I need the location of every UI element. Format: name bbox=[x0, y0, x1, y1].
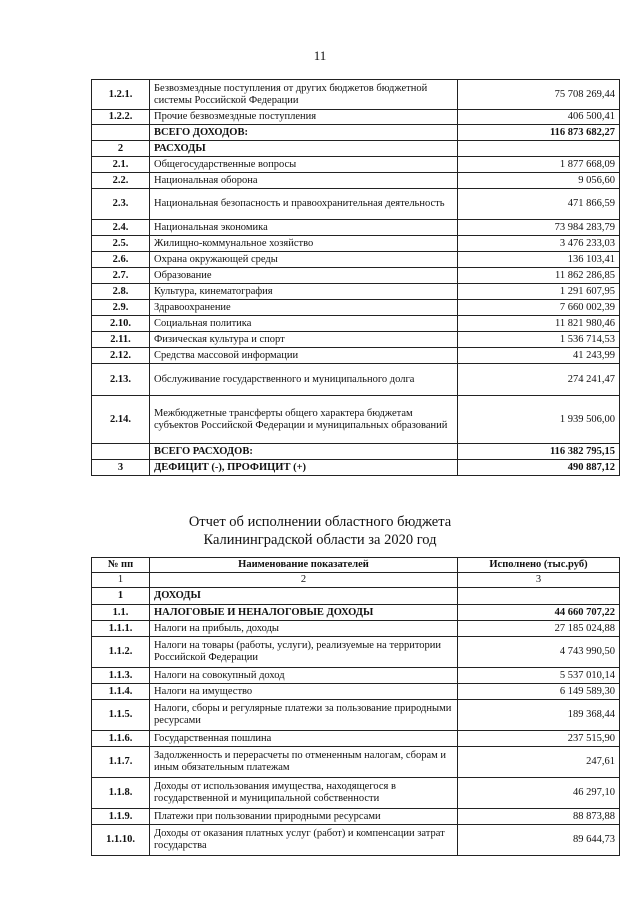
row-code: 2.8. bbox=[92, 284, 150, 300]
row-code: 2.4. bbox=[92, 220, 150, 236]
table-row bbox=[92, 173, 620, 189]
row-value bbox=[458, 141, 620, 157]
row-value: 4 743 990,50 bbox=[458, 637, 620, 668]
row-name: Охрана окружающей среды bbox=[150, 252, 458, 268]
report-title-line-1: Отчет об исполнении областного бюджета bbox=[188, 514, 452, 530]
row-code: 2.3. bbox=[92, 189, 150, 220]
row-value: 27 185 024,88 bbox=[458, 621, 620, 637]
row-name: Межбюджетные трансферты общего характера бюджетам субъектов Российской Федерации и муниципальных образований bbox=[150, 396, 458, 444]
row-code: 1.2.1. bbox=[92, 80, 150, 110]
row-name: Социальная политика bbox=[150, 316, 458, 332]
row-code: 1.1.5. bbox=[92, 700, 150, 731]
column-number-1: 1 bbox=[92, 573, 150, 588]
row-code: 2.9. bbox=[92, 300, 150, 316]
row-name: Налоги на прибыль, доходы bbox=[150, 621, 458, 637]
row-name: Безвозмездные поступления от других бюджетов бюджетной системы Российской Федерации bbox=[150, 80, 458, 110]
row-code: 1.2.2. bbox=[92, 110, 150, 125]
row-value: 75 708 269,44 bbox=[458, 80, 620, 110]
table-row bbox=[92, 605, 620, 621]
header-name: Наименование показателей bbox=[150, 558, 458, 573]
row-value: 406 500,41 bbox=[458, 110, 620, 125]
row-name: Культура, кинематография bbox=[150, 284, 458, 300]
row-value: 274 241,47 bbox=[458, 364, 620, 396]
row-value bbox=[458, 588, 620, 605]
table-row bbox=[92, 300, 620, 316]
table-row bbox=[92, 731, 620, 747]
header-code: № пп bbox=[92, 558, 150, 573]
row-name: ДОХОДЫ bbox=[150, 588, 458, 605]
table-row bbox=[92, 668, 620, 684]
row-name: НАЛОГОВЫЕ И НЕНАЛОГОВЫЕ ДОХОДЫ bbox=[150, 605, 458, 621]
row-code: 2.5. bbox=[92, 236, 150, 252]
row-code: 1.1.2. bbox=[92, 637, 150, 668]
column-number-3: 3 bbox=[458, 573, 620, 588]
row-code: 1.1.8. bbox=[92, 778, 150, 809]
table-header-row bbox=[92, 558, 620, 573]
row-value: 189 368,44 bbox=[458, 700, 620, 731]
row-value: 89 644,73 bbox=[458, 825, 620, 856]
table-row bbox=[92, 316, 620, 332]
row-value: 73 984 283,79 bbox=[458, 220, 620, 236]
row-code: 1.1.3. bbox=[92, 668, 150, 684]
row-name: Общегосударственные вопросы bbox=[150, 157, 458, 173]
row-code: 2.10. bbox=[92, 316, 150, 332]
row-name: Налоги на совокупный доход bbox=[150, 668, 458, 684]
row-name: Налоги на товары (работы, услуги), реализуемые на территории Российской Федерации bbox=[150, 637, 458, 668]
table-row bbox=[92, 396, 620, 444]
row-value: 88 873,88 bbox=[458, 809, 620, 825]
row-name: Обслуживание государственного и муниципального долга bbox=[150, 364, 458, 396]
row-value: 1 291 607,95 bbox=[458, 284, 620, 300]
row-value: 136 103,41 bbox=[458, 252, 620, 268]
row-value: 116 382 795,15 bbox=[458, 444, 620, 460]
table-row bbox=[92, 348, 620, 364]
table-row bbox=[92, 268, 620, 284]
row-name: ДЕФИЦИТ (-), ПРОФИЦИТ (+) bbox=[150, 460, 458, 476]
table-row bbox=[92, 157, 620, 173]
table-row bbox=[92, 110, 620, 125]
row-name: Платежи при пользовании природными ресурсами bbox=[150, 809, 458, 825]
row-value: 237 515,90 bbox=[458, 731, 620, 747]
table-row bbox=[92, 141, 620, 157]
row-code: 1.1.1. bbox=[92, 621, 150, 637]
table-row bbox=[92, 621, 620, 637]
row-code: 1.1. bbox=[92, 605, 150, 621]
row-name: Здравоохранение bbox=[150, 300, 458, 316]
table-row bbox=[92, 778, 620, 809]
row-code: 1 bbox=[92, 588, 150, 605]
row-name: Государственная пошлина bbox=[150, 731, 458, 747]
revenue-expense-table-body bbox=[92, 80, 620, 476]
row-value: 490 887,12 bbox=[458, 460, 620, 476]
row-value: 11 862 286,85 bbox=[458, 268, 620, 284]
row-name: Доходы от использования имущества, находящегося в государственной и муниципальной собственности bbox=[150, 778, 458, 809]
row-code: 2.12. bbox=[92, 348, 150, 364]
row-value: 41 243,99 bbox=[458, 348, 620, 364]
row-code: 1.1.4. bbox=[92, 684, 150, 700]
row-code: 2.13. bbox=[92, 364, 150, 396]
budget-execution-table bbox=[91, 557, 620, 856]
row-value: 1 939 506,00 bbox=[458, 396, 620, 444]
row-name: Физическая культура и спорт bbox=[150, 332, 458, 348]
row-name: Средства массовой информации bbox=[150, 348, 458, 364]
table-row bbox=[92, 364, 620, 396]
table-row bbox=[92, 236, 620, 252]
row-name: Национальная оборона bbox=[150, 173, 458, 189]
row-value: 116 873 682,27 bbox=[458, 125, 620, 141]
row-value: 1 877 668,09 bbox=[458, 157, 620, 173]
row-code: 1.1.9. bbox=[92, 809, 150, 825]
table-row bbox=[92, 747, 620, 778]
row-value: 3 476 233,03 bbox=[458, 236, 620, 252]
table-row bbox=[92, 460, 620, 476]
table-row bbox=[92, 252, 620, 268]
table-row bbox=[92, 700, 620, 731]
row-name: Налоги на имущество bbox=[150, 684, 458, 700]
row-code: 1.1.6. bbox=[92, 731, 150, 747]
row-name: Образование bbox=[150, 268, 458, 284]
column-number-row bbox=[92, 573, 620, 588]
row-code: 2 bbox=[92, 141, 150, 157]
revenue-expense-table bbox=[91, 79, 620, 476]
row-name: ВСЕГО РАСХОДОВ: bbox=[150, 444, 458, 460]
table-row bbox=[92, 220, 620, 236]
table-row bbox=[92, 809, 620, 825]
row-name: Прочие безвозмездные поступления bbox=[150, 110, 458, 125]
row-value: 9 056,60 bbox=[458, 173, 620, 189]
row-code bbox=[92, 125, 150, 141]
row-name: Национальная экономика bbox=[150, 220, 458, 236]
table-row bbox=[92, 637, 620, 668]
row-name: Налоги, сборы и регулярные платежи за пользование природными ресурсами bbox=[150, 700, 458, 731]
row-code: 1.1.10. bbox=[92, 825, 150, 856]
page-number: 11 bbox=[313, 48, 327, 63]
row-value: 471 866,59 bbox=[458, 189, 620, 220]
row-value: 247,61 bbox=[458, 747, 620, 778]
table-row bbox=[92, 80, 620, 110]
table-row bbox=[92, 125, 620, 141]
table-row bbox=[92, 332, 620, 348]
table-row bbox=[92, 444, 620, 460]
row-code bbox=[92, 444, 150, 460]
table-row bbox=[92, 284, 620, 300]
row-value: 1 536 714,53 bbox=[458, 332, 620, 348]
row-code: 2.6. bbox=[92, 252, 150, 268]
row-name: Жилищно-коммунальное хозяйство bbox=[150, 236, 458, 252]
row-code: 2.2. bbox=[92, 173, 150, 189]
row-value: 44 660 707,22 bbox=[458, 605, 620, 621]
row-name: РАСХОДЫ bbox=[150, 141, 458, 157]
table-row bbox=[92, 684, 620, 700]
table-row bbox=[92, 588, 620, 605]
table-row bbox=[92, 825, 620, 856]
report-title-line-2: Калининградской области за 2020 год bbox=[203, 532, 437, 548]
row-value: 11 821 980,46 bbox=[458, 316, 620, 332]
row-name: Доходы от оказания платных услуг (работ) и компенсации затрат государства bbox=[150, 825, 458, 856]
row-value: 46 297,10 bbox=[458, 778, 620, 809]
row-name: Задолженность и перерасчеты по отмененным налогам, сборам и иным обязательным платежам bbox=[150, 747, 458, 778]
table-row bbox=[92, 189, 620, 220]
column-number-2: 2 bbox=[150, 573, 458, 588]
row-code: 2.11. bbox=[92, 332, 150, 348]
row-code: 1.1.7. bbox=[92, 747, 150, 778]
report-title bbox=[0, 513, 640, 549]
row-code: 2.14. bbox=[92, 396, 150, 444]
row-name: Национальная безопасность и правоохранительная деятельность bbox=[150, 189, 458, 220]
row-name: ВСЕГО ДОХОДОВ: bbox=[150, 125, 458, 141]
row-code: 3 bbox=[92, 460, 150, 476]
header-value: Исполнено (тыс.руб) bbox=[458, 558, 620, 573]
row-value: 7 660 002,39 bbox=[458, 300, 620, 316]
row-code: 2.1. bbox=[92, 157, 150, 173]
row-code: 2.7. bbox=[92, 268, 150, 284]
row-value: 5 537 010,14 bbox=[458, 668, 620, 684]
row-value: 6 149 589,30 bbox=[458, 684, 620, 700]
budget-execution-table-body bbox=[92, 588, 620, 856]
